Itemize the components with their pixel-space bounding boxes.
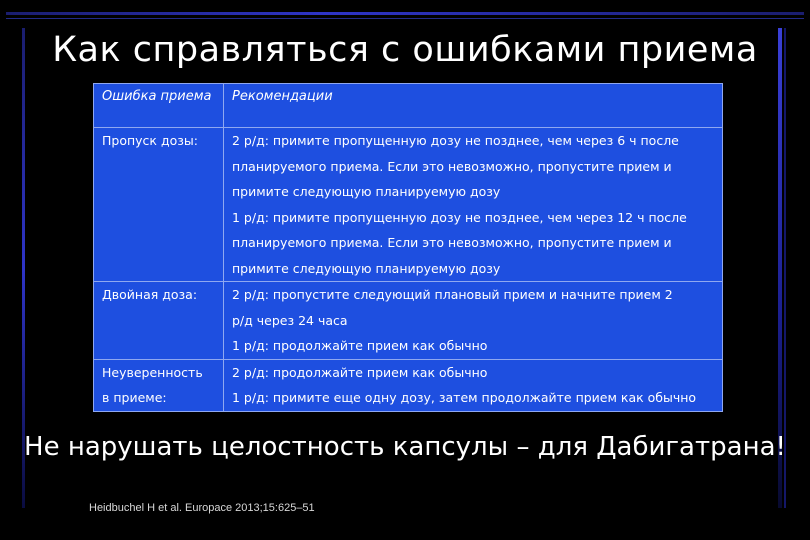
table-row-double-dose	[94, 282, 723, 360]
recommendation-line: 1 р/д: примите пропущенную дозу не позднее, чем через 12 ч после	[232, 209, 687, 225]
row-label	[94, 359, 224, 411]
row-label-line: Двойная доза:	[102, 287, 198, 302]
recommendation-line: р/д через 24 часа	[232, 312, 348, 328]
row-label-line: Пропуск дозы:	[102, 133, 198, 148]
recommendation-line: 2 р/д: продолжайте прием как обычно	[232, 364, 488, 380]
recommendation-line: 1 р/д: продолжайте прием как обычно	[232, 338, 488, 353]
recommendation-line: примите следующую планируемую дозу	[232, 260, 501, 276]
row-label-line: Неуверенность	[102, 364, 203, 380]
recommendation-line: примите следующую планируемую дозу	[232, 184, 501, 199]
table-row-missed-dose	[94, 128, 723, 282]
frame-top-bar	[6, 12, 804, 15]
recommendation-line: планируемого приема. Если это невозможно, пропустите прием и	[232, 158, 672, 174]
row-label-line: в приеме:	[102, 390, 167, 405]
row-recommendations	[224, 282, 723, 360]
recommendation-line: 2 р/д: примите пропущенную дозу не позднее, чем через 6 ч после	[232, 133, 679, 148]
row-label	[94, 128, 224, 282]
table-header-row	[94, 84, 723, 128]
recommendations-table	[93, 83, 723, 412]
recommendation-line: 1 р/д: примите еще одну дозу, затем продолжайте прием как обычно	[232, 390, 697, 405]
row-recommendations	[224, 359, 723, 411]
citation: Heidbuchel H et al. Europace 2013;15:625–51	[89, 502, 315, 514]
table-row-uncertain-intake	[94, 359, 723, 411]
recommendation-line: планируемого приема. Если это невозможно, пропустите прием и	[232, 235, 672, 250]
header-error-type: Ошибка приема	[94, 84, 224, 128]
header-recommendations: Рекомендации	[224, 84, 723, 128]
capsule-warning: Не нарушать целостность капсулы – для Дабигатрана!	[24, 432, 786, 462]
row-recommendations	[224, 128, 723, 282]
recommendation-line: 2 р/д: пропустите следующий плановый прием и начните прием 2	[232, 287, 673, 302]
slide-title: Как справляться с ошибками приема	[52, 30, 758, 70]
row-label	[94, 282, 224, 360]
frame-top-line	[6, 18, 804, 19]
